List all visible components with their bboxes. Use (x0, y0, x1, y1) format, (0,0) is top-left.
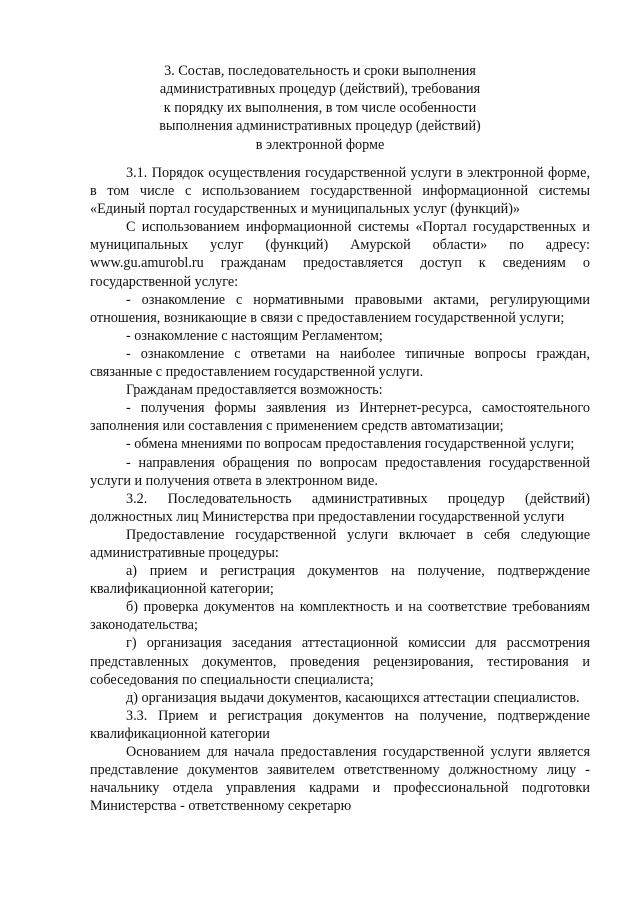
paragraph-3-3: 3.3. Прием и регистрация документов на получение, подтверждение квалификационной категории (90, 707, 590, 742)
heading-line: административных процедур (действий), требования (159, 81, 481, 98)
heading-line: в электронной форме (255, 136, 385, 153)
heading-line: к порядку их выполнения, в том числе особенности (163, 99, 477, 116)
section-heading (130, 62, 510, 154)
paragraph-opportunities: Гражданам предоставляется возможность: (126, 382, 383, 399)
heading-line: 3. Состав, последовательность и сроки выполнения (164, 63, 476, 79)
paragraph-3-1: 3.1. Порядок осуществления государственной услуги в электронной форме, в том числе с использованием государственной информационной системы «Единый портал государственных и муниципальных услуг (функций)» (90, 165, 590, 218)
list-item: г) организация заседания аттестационной комиссии для рассмотрения представленных документов, проведения рецензирования, тестирования и собеседования по специальности специалиста; (90, 635, 590, 688)
list-item: - ознакомление с настоящим Регламентом; (126, 327, 383, 344)
list-item: д) организация выдачи документов, касающихся аттестации специалистов. (126, 689, 580, 706)
list-item: - направления обращения по вопросам предоставления государственной услуги и получения ответа в электронном виде. (90, 454, 590, 489)
list-item: а) прием и регистрация документов на получение, подтверждение квалификационной категории; (90, 563, 590, 598)
list-item: - ознакомление с ответами на наиболее типичные вопросы граждан, связанные с предоставлением государственной услуги. (90, 345, 590, 381)
paragraph-3-2: 3.2. Последовательность административных процедур (действий) должностных лиц Министерства при предоставлении государственной услуги (90, 490, 590, 525)
list-item: - получения формы заявления из Интернет-ресурса, самостоятельного заполнения или составления с применением средств автоматизации; (90, 400, 590, 435)
list-item: - обмена мнениями по вопросам предоставления государственной услуги; (126, 436, 575, 453)
paragraph-grounds: Основанием для начала предоставления государственной услуги является представление документов заявителем ответственному должностному лицу - начальнику отдела управления кадрами и профессиональной подготовки Министерства - ответственному секретарю (90, 744, 590, 815)
list-item: - ознакомление с нормативными правовыми актами, регулирующими отношения, возникающие в связи с предоставлением государственной услуги; (90, 291, 590, 326)
document-body (90, 164, 590, 815)
heading-line: выполнения административных процедур (действий) (159, 118, 481, 135)
paragraph-portal-access: С использованием информационной системы «Портал государственных и муниципальных услуг (функций) Амурской области» по адресу: www.gu.amurobl.ru гражданам предоставляется доступ к сведениям о государственной услуге: (90, 219, 590, 290)
paragraph-procedures: Предоставление государственной услуги включает в себя следующие административные процедуры: (90, 526, 590, 561)
list-item: б) проверка документов на комплектность и на соответствие требованиям законодательства; (90, 599, 590, 634)
